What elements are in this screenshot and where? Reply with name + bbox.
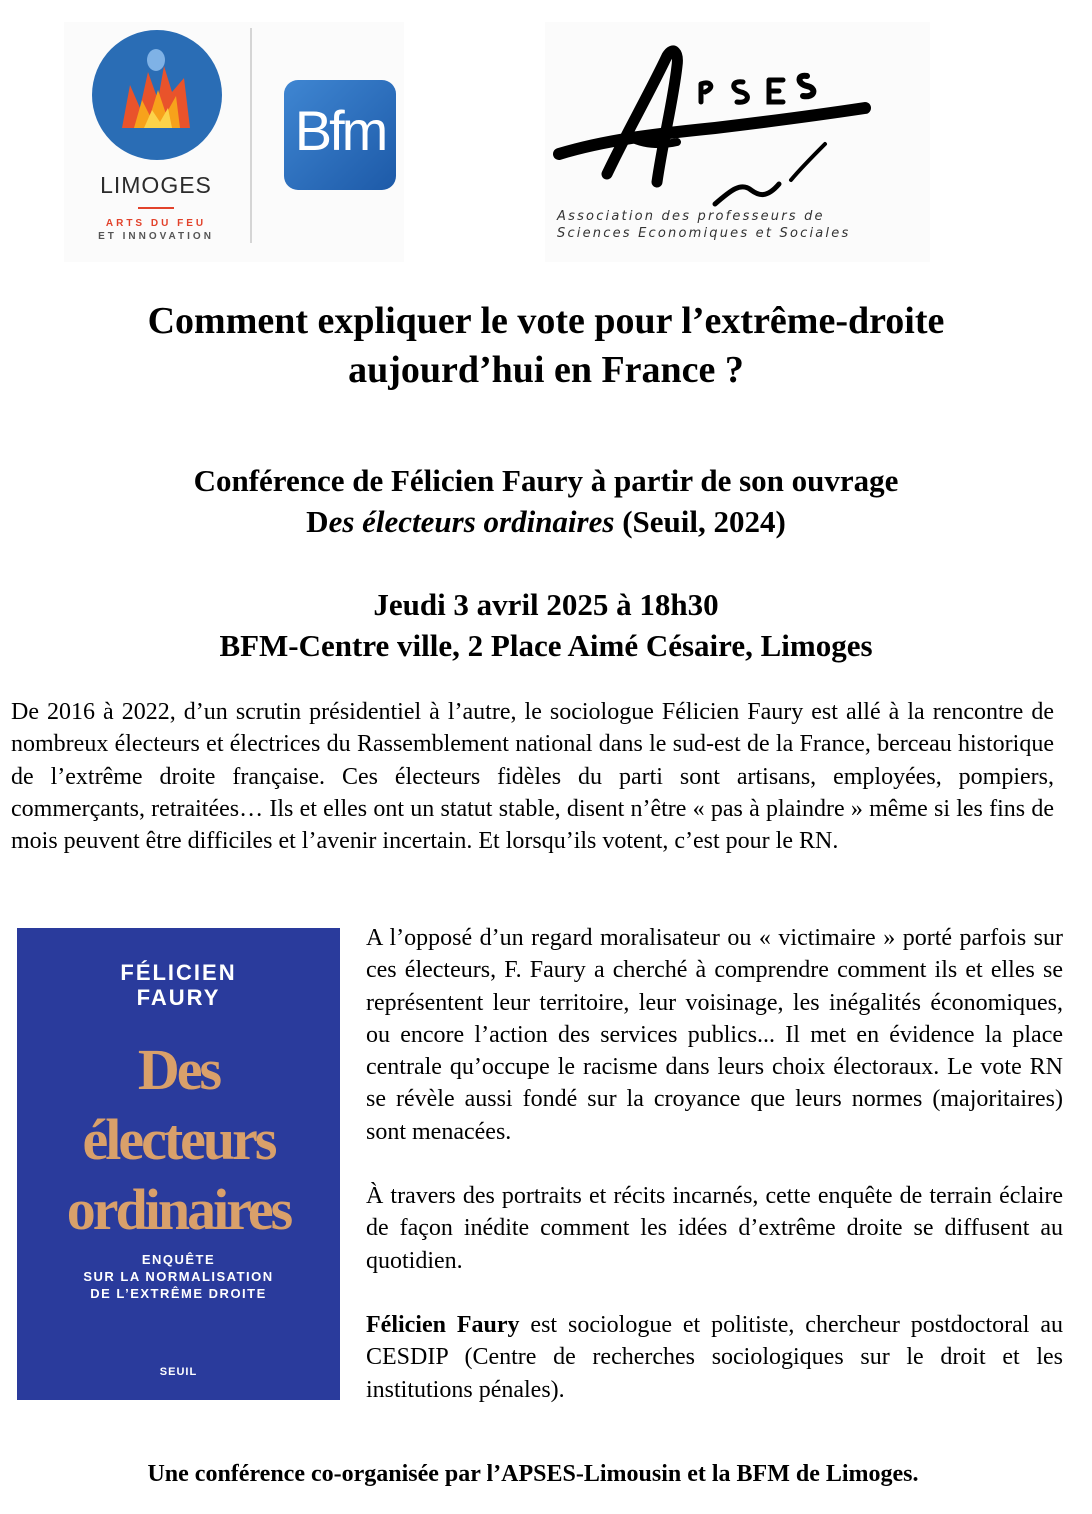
limoges-wordmark: LIMOGES [100, 172, 212, 198]
bfm-logo [284, 80, 396, 190]
book-reference [0, 503, 1092, 541]
limoges-emblem-icon [92, 30, 222, 160]
event-location: BFM-Centre ville, 2 Place Aimé Césaire, Limoges [219, 628, 873, 663]
intro-paragraph: De 2016 à 2022, d’un scrutin présidentiel à l’autre, le sociologue Félicien Faury est allé à la rencontre de nombreux électeurs et électrices du Rassemblement national dans le sud-est de la France, berceau historique de l’extrême droite française. Ces électeurs fidèles du parti sont artisans, employées, pompiers, commerçants, retraitées… Ils et elles ont un statut stable, disent n’être « pas à plaindre » même si les fins de mois peuvent être difficiles et l’avenir incertain. Et lorsqu’ils votent, c’est pour le RN. [11, 699, 1054, 855]
book-cover [17, 928, 340, 1400]
apses-logo [545, 22, 930, 262]
bio-text: est sociologue et politiste, chercheur postdoctoral au CESDIP (Centre de recherches sociologiques sur le droit et les institutions pénales). [366, 1312, 1063, 1403]
cover-subtitle-line-2: SUR LA NORMALISATION [83, 1269, 274, 1284]
page-title-line-2: aujourd’hui en France ? [348, 349, 744, 391]
author-bio [366, 1309, 1063, 1406]
apses-caption-line-1: Association des professeurs de [557, 209, 825, 224]
book-title-rest: es électeurs ordinaires [328, 504, 615, 539]
limoges-tagline-1: ARTS DU FEU [105, 218, 207, 229]
book-title-prefix: D [306, 504, 329, 539]
cover-publisher: SEUIL [159, 1366, 198, 1378]
apses-brush-mark-icon [545, 22, 930, 207]
logo-separator [250, 28, 252, 243]
cover-title-line-1: Des [137, 1037, 220, 1102]
conference-subtitle: Conférence de Félicien Faury à partir de son ouvrage [193, 463, 899, 498]
bfm-wordmark: Bfm [294, 99, 386, 162]
cover-subtitle-line-1: ENQUÊTE [141, 1252, 216, 1267]
logos-banner [0, 18, 1092, 268]
book-details: (Seuil, 2024) [614, 504, 786, 539]
cover-title-line-3: ordinaires [66, 1177, 291, 1242]
cover-title-line-2: électeurs [82, 1107, 275, 1172]
limoges-divider [138, 207, 174, 209]
description-paragraph-1: A l’opposé d’un regard moralisateur ou « victimaire » porté parfois sur ces électeurs, F. Faury a cherché à comprendre comment ils et elles se représentent leur territoire, leur voisinage, les inégalités économiques, ou encore l’action des services publics... Il met en évidence la place centrale qu’occupe le racisme dans leurs choix électoraux. Le vote RN se révèle aussi fondé sur la croyance que leurs normes (majoritaires) sont menacées. [366, 925, 1063, 1145]
apses-caption-line-2: Sciences Economiques et Sociales [557, 226, 851, 241]
cover-author-last: FAURY [136, 985, 221, 1010]
description-paragraph-2: À travers des portraits et récits incarnés, cette enquête de terrain éclaire de façon inédite comment les idées d’extrême droite se diffusent au quotidien. [366, 1183, 1063, 1274]
cover-author-first: FÉLICIEN [120, 960, 237, 985]
bio-author-name: Félicien Faury [366, 1312, 520, 1338]
page-title-line-1: Comment expliquer le vote pour l’extrême-droite [147, 300, 945, 342]
cover-subtitle-line-3: DE L’EXTRÊME DROITE [90, 1286, 267, 1301]
limoges-logo [64, 22, 404, 262]
limoges-tagline-2: ET INNOVATION [98, 231, 214, 242]
footer-organizers: Une conférence co-organisée par l’APSES-Limousin et la BFM de Limoges. [147, 1461, 919, 1487]
event-date: Jeudi 3 avril 2025 à 18h30 [373, 587, 719, 622]
